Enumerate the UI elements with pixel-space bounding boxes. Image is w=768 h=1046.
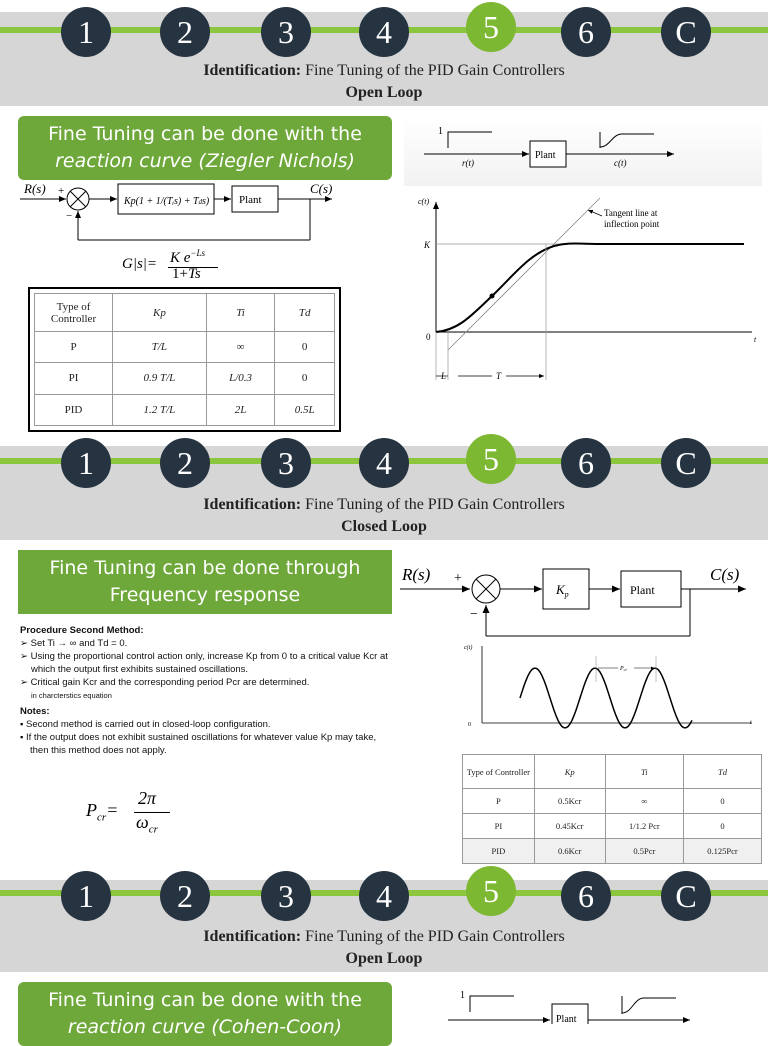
kp-label: $K_p$ <box>556 582 569 599</box>
zn-second-method-table <box>462 754 762 864</box>
procedure-bullet: ➢ Using the proportional control action only, increase Kp from 0 to a critical value Kcr at which the output first exhibits sustained oscillations. <box>20 651 388 675</box>
notes-title: Notes: <box>20 706 50 717</box>
table-cell: 1/1.2 Pcr <box>605 814 683 839</box>
table-cell: PI <box>35 363 113 394</box>
table-cell: 0.125Pcr <box>684 839 762 864</box>
minus-sign: − <box>470 607 478 622</box>
header-td: Td <box>684 755 762 789</box>
minus-sign: − <box>66 210 73 222</box>
rs-label: R(s) <box>402 565 431 584</box>
table-cell: 2L <box>206 394 274 425</box>
header-ti: Ti <box>206 294 274 332</box>
table-cell: P <box>35 332 113 363</box>
r-label: r(t) <box>462 158 474 168</box>
nav-step-6[interactable]: 6 <box>561 7 611 57</box>
section-title <box>0 494 768 538</box>
cohen-coon-banner <box>18 982 392 1046</box>
bullet-text: Critical gain Kcr and the corresponding period Pcr are determined. <box>30 677 310 688</box>
pcr-label: Pcr <box>620 666 628 672</box>
procedure-text <box>20 624 390 757</box>
table-cell: 0.5Kcr <box>534 789 605 814</box>
zero-label: 0 <box>468 722 471 728</box>
step-label: 1 <box>460 990 465 1001</box>
procedure-bullet: ➢ Critical gain Kcr and the corresponding period Pcr are determined. <box>20 677 310 688</box>
procedure-bullet: ➢ Set Ti → ∞ and Td = 0. <box>20 638 128 649</box>
banner-line-1: Fine Tuning can be done with the <box>48 123 362 145</box>
cs-label: C(s) <box>310 181 333 196</box>
nav-step-3[interactable]: 3 <box>261 438 311 488</box>
c-label: c(t) <box>614 158 627 168</box>
plant-label: Plant <box>535 150 556 161</box>
l-label: L <box>441 371 447 381</box>
title-rest: Fine Tuning of the PID Gain Controllers <box>301 62 565 79</box>
table-cell: PID <box>35 394 113 425</box>
table-cell: 0.45Kcr <box>534 814 605 839</box>
table-cell: 0.6Kcr <box>534 839 605 864</box>
note-text: Second method is carried out in closed-loop configuration. <box>26 719 271 730</box>
k-label: K <box>424 240 431 250</box>
section-subtitle: Open Loop <box>345 84 423 101</box>
zero-label: 0 <box>426 332 431 342</box>
banner-line-2: Frequency response <box>109 584 301 606</box>
nav-step-1[interactable]: 1 <box>61 7 111 57</box>
nav-step-c[interactable]: C <box>661 871 711 921</box>
title-bold: Identification: <box>203 496 302 513</box>
y-axis-label: c(t) <box>464 645 473 651</box>
table-cell: PI <box>463 814 535 839</box>
header-type: Type of Controller <box>463 755 535 789</box>
note-text: If the output does not exhibit sustained oscillations for whatever value Kp may take, then this method does not apply. <box>26 732 377 756</box>
table-cell: 0 <box>275 363 335 394</box>
banner-line-2: reaction curve (Cohen-Coon) <box>67 1016 343 1038</box>
header-ti: Ti <box>605 755 683 789</box>
nav-step-4[interactable]: 4 <box>359 7 409 57</box>
step-label: 1 <box>438 126 443 137</box>
table-cell: 0.5Pcr <box>605 839 683 864</box>
y-axis-label: c(t) <box>418 197 430 206</box>
bullet-text: Set Ti → ∞ and Td = 0. <box>30 638 128 649</box>
note-item: ▪ If the output does not exhibit sustained oscillations for whatever value Kp may take, then this method does not apply. <box>20 732 377 756</box>
tangent-note-line2: inflection point <box>604 219 660 229</box>
nav-step-1[interactable]: 1 <box>61 871 111 921</box>
nav-step-3[interactable]: 3 <box>261 7 311 57</box>
cs-label: C(s) <box>710 565 740 584</box>
table-cell: P <box>463 789 535 814</box>
nav-step-1[interactable]: 1 <box>61 438 111 488</box>
procedure-title: Procedure Second Method: <box>20 625 144 636</box>
title-rest: Fine Tuning of the PID Gain Controllers <box>301 928 565 945</box>
table-cell: 0 <box>684 789 762 814</box>
section-title <box>0 926 768 970</box>
table-cell: 0 <box>684 814 762 839</box>
nav-step-2[interactable]: 2 <box>160 7 210 57</box>
nav-step-3[interactable]: 3 <box>261 871 311 921</box>
t-label: T <box>496 371 502 381</box>
step-input-diagram <box>404 116 762 186</box>
table-cell: ∞ <box>605 789 683 814</box>
pid-controller-label: Kp(1 + 1/(Tᵢs) + Tds) <box>124 196 210 207</box>
nav-step-5[interactable]: 5 <box>466 2 516 52</box>
nav-step-6[interactable]: 6 <box>561 871 611 921</box>
table-cell: L/0.3 <box>206 363 274 394</box>
table-cell: ∞ <box>206 332 274 363</box>
nav-step-5[interactable]: 5 <box>466 434 516 484</box>
header-type: Type of Controller <box>35 294 113 332</box>
closed-loop-block-diagram <box>400 560 765 645</box>
frequency-response-banner <box>18 550 392 614</box>
table-cell: 0.5L <box>275 394 335 425</box>
open-loop-block-diagram <box>20 178 350 248</box>
t-axis-label: t <box>750 720 752 726</box>
section-title <box>0 60 768 104</box>
nav-step-c[interactable]: C <box>661 438 711 488</box>
banner-line-1: Fine Tuning can be done through <box>49 557 361 579</box>
nav-step-2[interactable]: 2 <box>160 871 210 921</box>
section-subtitle: Closed Loop <box>341 518 427 535</box>
nav-step-4[interactable]: 4 <box>359 438 409 488</box>
reaction-curve-chart <box>404 190 762 430</box>
procedure-small-note: in charcterstics equation <box>31 691 112 700</box>
title-bold: Identification: <box>203 62 302 79</box>
section-subtitle: Open Loop <box>345 950 423 967</box>
header-kp: Kp <box>113 294 207 332</box>
plant-label: Plant <box>556 1014 577 1024</box>
sustained-oscillation-chart <box>462 642 762 750</box>
nav-step-4[interactable]: 4 <box>359 871 409 921</box>
title-bold: Identification: <box>203 928 302 945</box>
t-axis-label: t <box>754 335 757 344</box>
banner-line-1: Fine Tuning can be done with the <box>48 989 362 1011</box>
nav-step-2[interactable]: 2 <box>160 438 210 488</box>
table-cell: 0 <box>275 332 335 363</box>
nav-step-6[interactable]: 6 <box>561 438 611 488</box>
header-kp: Kp <box>534 755 605 789</box>
note-item: ▪ Second method is carried out in closed-loop configuration. <box>20 719 271 730</box>
step-input-diagram-partial <box>440 982 740 1024</box>
nav-step-c[interactable]: C <box>661 7 711 57</box>
table-cell: PID <box>463 839 535 864</box>
nav-step-5[interactable]: 5 <box>466 866 516 916</box>
plus-sign: + <box>58 185 65 197</box>
plant-label: Plant <box>239 194 262 206</box>
bullet-text: Using the proportional control action only, increase Kp from 0 to a critical value Kcr at which the output first exhibits sustained oscillations. <box>30 651 388 675</box>
table-cell: T/L <box>113 332 207 363</box>
header-td: Td <box>275 294 335 332</box>
zn-tuning-table <box>28 287 341 432</box>
plus-sign: + <box>454 571 462 586</box>
banner-line-2: reaction curve (Ziegler Nichols) <box>55 150 355 172</box>
title-rest: Fine Tuning of the PID Gain Controllers <box>301 496 565 513</box>
tangent-note-line1: Tangent line at <box>604 208 658 218</box>
rs-label: R(s) <box>24 181 46 196</box>
table-cell: 1.2 T/L <box>113 394 207 425</box>
plant-label: Plant <box>630 583 655 597</box>
reaction-curve-banner <box>18 116 392 180</box>
table-cell: 0.9 T/L <box>113 363 207 394</box>
